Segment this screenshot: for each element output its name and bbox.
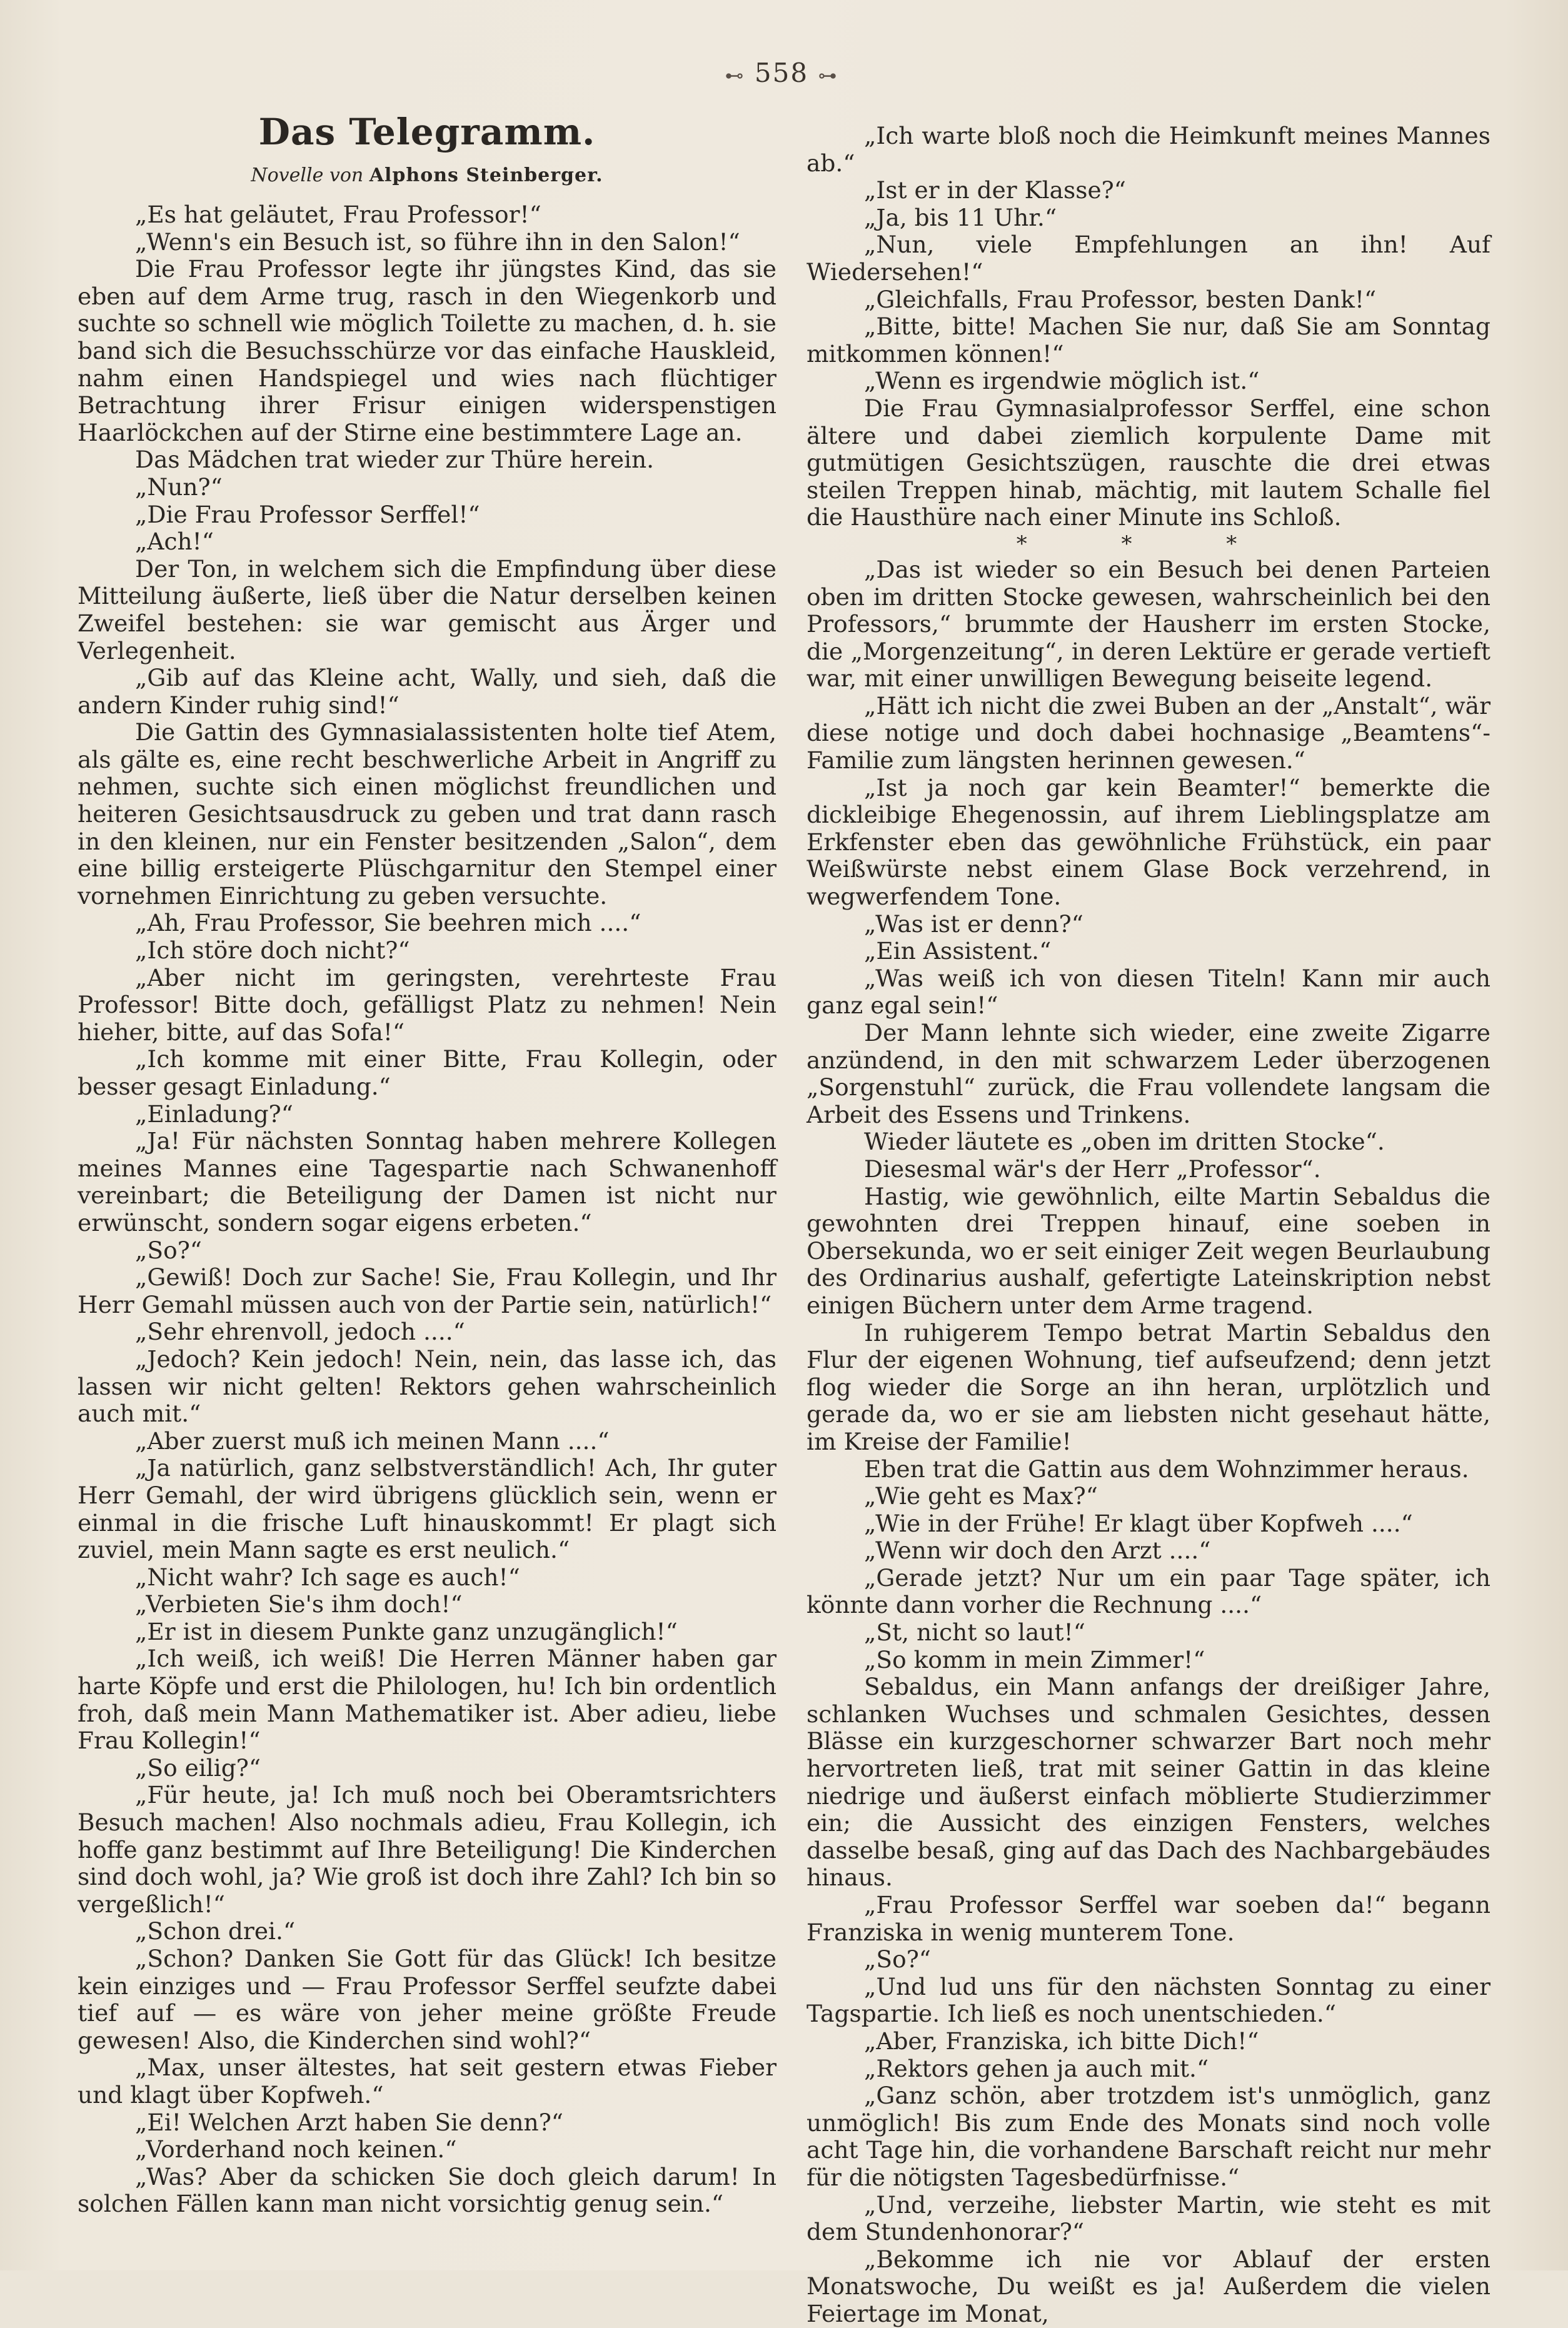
paragraph: „Ja, bis 11 Uhr.“	[864, 203, 1057, 231]
paragraph: „Rektors gehen ja auch mit.“	[864, 2054, 1209, 2082]
paragraph: „Frau Professor Serffel war soeben da!“ begann Franziska in wenig munterem Tone.	[807, 1891, 1490, 1946]
paragraph: „Sehr ehrenvoll, jedoch ....“	[135, 1318, 465, 1346]
ornament-left-icon: ⊷	[725, 65, 745, 87]
paragraph: „Ich weiß, ich weiß! Die Herren Männer haben gar harte Köpfe und erst die Philologen, hu! Ich bin ordentlich froh, daß mein Mann Mathematiker ist. Aber adieu, liebe Frau Kollegin!“	[78, 1645, 776, 1755]
paragraph: „So eilig?“	[135, 1754, 261, 1782]
paragraph: „Gewiß! Doch zur Sache! Sie, Frau Kollegin, und Ihr Herr Gemahl müssen auch von der Partie sein, natürlich!“	[78, 1263, 776, 1318]
paragraph: In ruhigerem Tempo betrat Martin Sebaldus den Flur der eigenen Wohnung, tief aufseufzend; denn jetzt flog wieder die Sorge an ihn heran, urplötzlich und gerade da, wo er sie am liebsten nicht gesehaut hätte, im Kreise der Familie!	[807, 1318, 1490, 1455]
story-byline	[78, 163, 776, 189]
right-column-body-top	[807, 123, 1490, 531]
paragraph: „Aber nicht im geringsten, verehrteste Frau Professor! Bitte doch, gefälligst Platz zu nehmen! Nein hieher, bitte, auf das Sofa!“	[78, 963, 776, 1046]
paragraph: „Das ist wieder so ein Besuch bei denen Parteien oben im dritten Stocke gewesen, wahrscheinlich bei den Professors,“ brummte der Hausherr im ersten Stocke, die „Morgenzeitung“, in deren Lektüre er gerade vertieft war, mit einer unwilligen Bewegung beiseite legend.	[807, 555, 1490, 693]
paragraph: „Bitte, bitte! Machen Sie nur, daß Sie am Sonntag mitkommen können!“	[807, 313, 1490, 368]
story-title: Das Telegramm.	[258, 111, 596, 153]
paragraph: „Max, unser ältestes, hat seit gestern etwas Fieber und klagt über Kopfweh.“	[78, 2054, 776, 2109]
paragraph: „Bekomme ich nie vor Ablauf der ersten Monatswoche, Du weißt es ja! Außerdem die vielen Feiertage im Monat,	[807, 2245, 1490, 2327]
paragraph: „Und, verzeihe, liebster Martin, wie steht es mit dem Stundenhonorar?“	[807, 2190, 1490, 2246]
paragraph: „Ich komme mit einer Bitte, Frau Kollegin, oder besser gesagt Einladung.“	[78, 1045, 776, 1100]
paragraph: „Vorderhand noch keinen.“	[135, 2135, 457, 2164]
paragraph: „Schon? Danken Sie Gott für das Glück! Ich besitze kein einziges und — Frau Professor Serffel seufzte dabei tief auf — es wäre von jeher meine größte Freude gewesen! Also, die Kinderchen sind wohl?“	[78, 1945, 776, 2054]
paragraph: „So?“	[864, 1945, 931, 1974]
paragraph: „Gleichfalls, Frau Professor, besten Dank!“	[864, 285, 1377, 313]
paragraph: „Nun?“	[135, 473, 223, 501]
paragraph: „Ist ja noch gar kein Beamter!“ bemerkte die dickleibige Ehegenossin, auf ihrem Lieblingsplatze am Erkfenster eben das gewöhnliche Frühstück, ein paar Weißwürste nebst einem Glase Bock verzehrend, in wegwerfendem Tone.	[807, 773, 1490, 911]
paragraph: „Ja! Für nächsten Sonntag haben mehrere Kollegen meines Mannes eine Tagespartie nach Schwanenhoff vereinbart; die Beteiligung der Damen ist nicht nur erwünscht, sondern sogar eigens erbeten.“	[78, 1127, 776, 1237]
paragraph: Hastig, wie gewöhnlich, eilte Martin Sebaldus die gewohnten drei Treppen hinauf, eine soeben in Obersekunda, wo er seit einiger Zeit wegen Beurlaubung des Ordinarius aushalf, gefertigte Lateinskription nebst einigen Büchern unter dem Arme tragend.	[807, 1182, 1490, 1319]
paragraph: „Verbieten Sie's ihm doch!“	[135, 1590, 463, 1618]
paragraph: „Nicht wahr? Ich sage es auch!“	[135, 1563, 520, 1591]
paragraph: Der Ton, in welchem sich die Empfindung über diese Mitteilung äußerte, ließ über die Natur derselben keinen Zweifel bestehen: sie war gemischt aus Ärger und Verlegenheit.	[78, 554, 776, 665]
section-separator: * * *	[1016, 531, 1281, 556]
paragraph: „Wenn wir doch den Arzt ....“	[864, 1537, 1211, 1565]
paragraph: „Schon drei.“	[135, 1917, 296, 1945]
paragraph: „Was ist er denn?“	[864, 910, 1083, 938]
paragraph: „Was weiß ich von diesen Titeln! Kann mir auch ganz egal sein!“	[807, 964, 1490, 1020]
paragraph: „Einladung?“	[135, 1100, 293, 1128]
paragraph: „Für heute, ja! Ich muß noch bei Oberamtsrichters Besuch machen! Also nochmals adieu, Frau Kollegin, ich hoffe ganz bestimmt auf Ihre Beteiligung! Die Kinderchen sind doch wohl, ja? Wie groß ist doch ihre Zahl? Ich bin so vergeßlich!“	[78, 1781, 776, 1918]
paragraph: Der Mann lehnte sich wieder, eine zweite Zigarre anzündend, in den mit schwarzem Leder überzogenen „Sorgenstuhl“ zurück, die Frau vollendete langsam die Arbeit des Essens und Trinkens.	[807, 1019, 1490, 1128]
left-column	[78, 110, 776, 2218]
paragraph: „Nun, viele Empfehlungen an ihn! Auf Wiedersehen!“	[807, 231, 1490, 286]
paragraph: „Es hat geläutet, Frau Professor!“	[135, 201, 541, 228]
paragraph: Wieder läutete es „oben im dritten Stocke“.	[864, 1128, 1385, 1156]
paragraph: „Ist er in der Klasse?“	[864, 176, 1126, 204]
paragraph: „Wie geht es Max?“	[864, 1482, 1098, 1510]
paragraph: Die Frau Gymnasialprofessor Serffel, eine schon ältere und dabei ziemlich korpulente Dame mit gutmütigen Gesichtszügen, rauschte die drei etwas steilen Treppen hinab, mächtig, mit lautem Schalle fiel die Hausthüre nach einer Minute ins Schloß.	[807, 394, 1490, 531]
paragraph: „Die Frau Professor Serffel!“	[135, 500, 480, 528]
paragraph: „Ganz schön, aber trotzdem ist's unmöglich, ganz unmöglich! Bis zum Ende des Monats sind noch volle acht Tage hin, die vorhandene Barschaft reicht nur mehr für die nötigsten Tagesbedürfnisse.“	[807, 2082, 1490, 2191]
paragraph: „Ich störe doch nicht?“	[135, 936, 410, 965]
paragraph: „Gerade jetzt? Nur um ein paar Tage später, ich könnte dann vorher die Rechnung ....“	[807, 1563, 1490, 1619]
paragraph: „Ein Assistent.“	[864, 937, 1052, 965]
right-column	[807, 123, 1490, 2328]
byline-prefix: Novelle von	[251, 164, 364, 186]
paragraph: Die Frau Professor legte ihr jüngstes Kind, das sie eben auf dem Arme trug, rasch in den Wiegenkorb und suchte so schnell wie möglich Toilette zu machen, d. h. sie band sich die Besuchsschürze vor das einfache Hauskleid, nahm einen Handspiegel und wies nach flüchtiger Betrachtung ihrer Frisur einigen widerspenstigen Haarlöckchen auf der Stirne eine bestimmtere Lage an.	[78, 255, 776, 446]
page-number	[706, 58, 857, 88]
paragraph: Sebaldus, ein Mann anfangs der dreißiger Jahre, schlanken Wuchses und schmalen Gesichtes, dessen Blässe ein kurzgeschorner schwarzer Bart noch mehr hervortreten ließ, trat mit seiner Gattin in das kleine niedrige und äußerst einfach möblierte Studierzimmer ein; die Aussicht des einzigen Fensters, welches dasselbe besaß, ging auf das Dach des Nachbargebäudes hinaus.	[807, 1673, 1490, 1892]
page-number-text: 558	[754, 58, 809, 88]
paragraph: „Ja natürlich, ganz selbstverständlich! Ach, Ihr guter Herr Gemahl, der wird übrigens glücklich sein, wenn er einmal in die frische Luft hinauskommt! Er plagt sich zuviel, mein Mann sagte es erst neulich.“	[78, 1454, 776, 1564]
paragraph: Die Gattin des Gymnasialassistenten holte tief Atem, als gälte es, eine recht beschwerliche Arbeit in Angriff zu nehmen, suchte sich einen möglichst freundlichen und heiteren Gesichtsausdruck zu geben und trat dann rasch in den kleinen, nur ein Fenster besitzenden „Salon“, dem eine billig ersteigerte Plüschgarnitur den Stempel einer vornehmen Einrichtung zu geben versuchte.	[78, 718, 776, 910]
paragraph: „Jedoch? Kein jedoch! Nein, nein, das lasse ich, das lassen wir nicht gelten! Rektors gehen wahrscheinlich auch mit.“	[78, 1345, 776, 1428]
left-column-body	[78, 201, 776, 2218]
paragraph: „Hätt ich nicht die zwei Buben an der „Anstalt“, wär diese notige und doch dabei hochnasige „Beamtens“-Familie zum längsten herinnen gewesen.“	[807, 691, 1490, 775]
paragraph: „Wenn's ein Besuch ist, so führe ihn in den Salon!“	[135, 228, 740, 256]
paragraph: Eben trat die Gattin aus dem Wohnzimmer heraus.	[864, 1455, 1469, 1483]
paragraph: „Ei! Welchen Arzt haben Sie denn?“	[135, 2108, 563, 2136]
paragraph: „Was? Aber da schicken Sie doch gleich darum! In solchen Fällen kann man nicht vorsichtig genug sein.“	[78, 2162, 776, 2218]
paragraph: „So?“	[135, 1236, 202, 1264]
paragraph: „Wie in der Frühe! Er klagt über Kopfweh ....“	[864, 1509, 1413, 1537]
paragraph: „Gib auf das Kleine acht, Wally, und sieh, daß die andern Kinder ruhig sind!“	[78, 664, 776, 719]
paragraph: „Aber zuerst muß ich meinen Mann ....“	[135, 1427, 610, 1455]
paragraph: Das Mädchen trat wieder zur Thüre herein.	[135, 446, 655, 474]
paragraph: „Er ist in diesem Punkte ganz unzugänglich!“	[135, 1617, 678, 1645]
ornament-right-icon: ⊶	[818, 65, 838, 87]
right-column-body-bottom	[807, 556, 1490, 2328]
author-name: Alphons Steinberger.	[369, 164, 603, 186]
paragraph: „Ich warte bloß noch die Heimkunft meines Mannes ab.“	[807, 122, 1490, 177]
paragraph: „Ah, Frau Professor, Sie beehren mich ....“	[135, 909, 641, 937]
paragraph: „Aber, Franziska, ich bitte Dich!“	[864, 2027, 1259, 2055]
paragraph: Diesesmal wär's der Herr „Professor“.	[864, 1155, 1321, 1183]
paragraph: „Ach!“	[135, 528, 214, 556]
paragraph: „Wenn es irgendwie möglich ist.“	[864, 367, 1260, 395]
paragraph: „Und lud uns für den nächsten Sonntag zu einer Tagspartie. Ich ließ es noch unentschieden.“	[807, 1972, 1490, 2028]
paragraph: „So komm in mein Zimmer!“	[864, 1645, 1205, 1673]
paragraph: „St, nicht so laut!“	[864, 1618, 1085, 1647]
